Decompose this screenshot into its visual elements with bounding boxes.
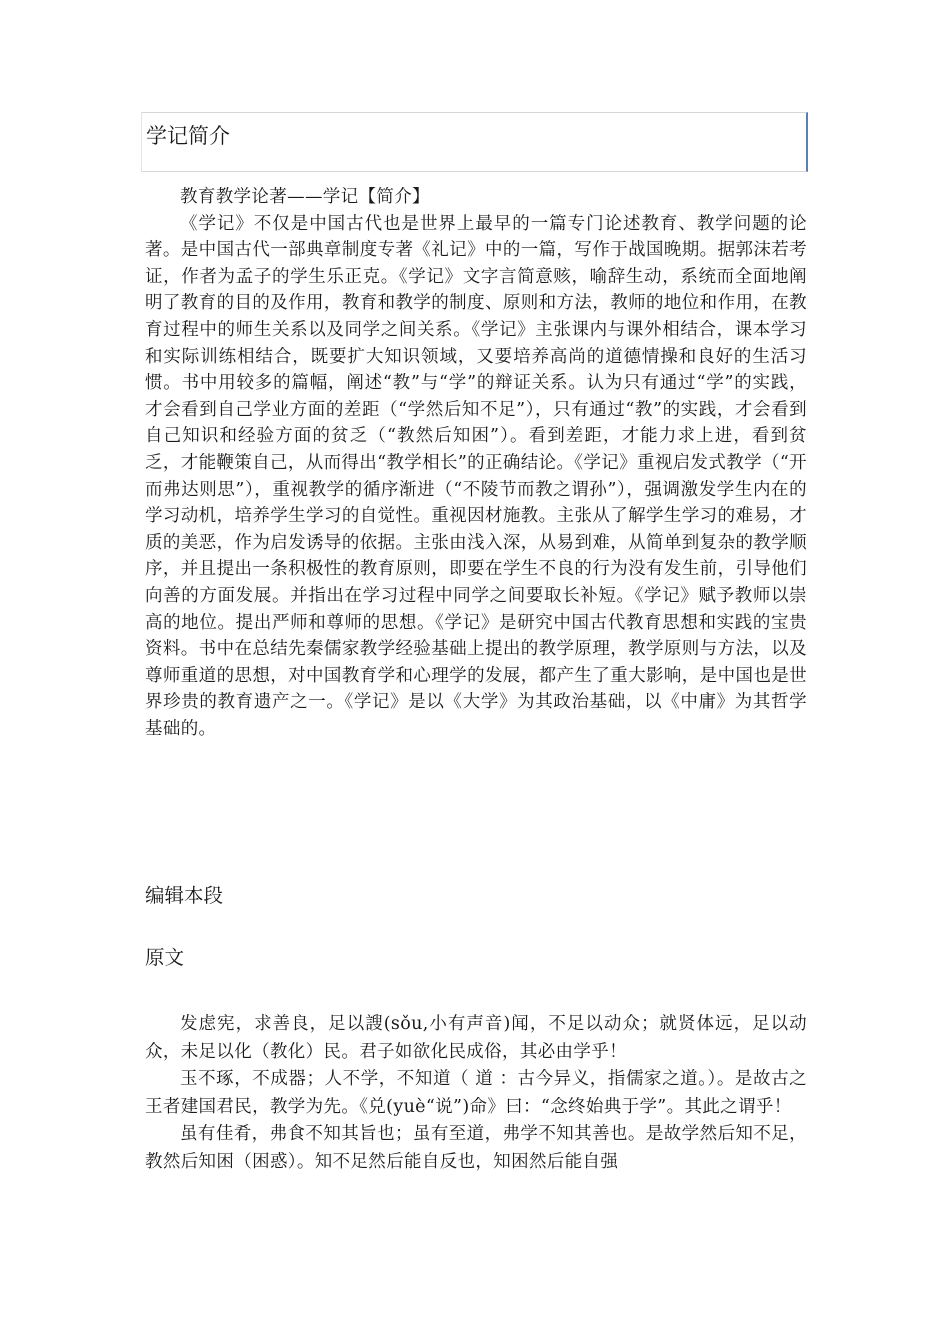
original-text-heading: 原文 xyxy=(145,946,185,969)
intro-section xyxy=(145,184,807,742)
intro-subtitle: 教育教学论著——学记【简介】 xyxy=(180,187,430,207)
title-box xyxy=(141,112,808,172)
original-paragraph: 发虑宪，求善良，足以謏(sǒu,小有声音)闻，不足以动众；就贤体远，足以动众，未足以化（教化）民。君子如欲化民成俗，其必由学乎！ xyxy=(145,1014,807,1062)
intro-paragraph: 《学记》不仅是中国古代也是世界上最早的一篇专门论述教育、教学问题的论著。是中国古代一部典章制度专著《礼记》中的一篇，写作于战国晚期。据郭沫若考证，作者为孟子的学生乐正克。《学记》文字言简意赅，喻辞生动，系统而全面地阐明了教育的目的及作用，教育和教学的制度、原则和方法，教师的地位和作用，在教育过程中的师生关系以及同学之间关系。《学记》主张课内与课外相结合，课本学习和实际训练相结合，既要扩大知识领域，又要培养高尚的道德情操和良好的生活习惯。书中用较多的篇幅，阐述“教”与“学”的辩证关系。认为只有通过“学”的实践，才会看到自己学业方面的差距（“学然后知不足”），只有通过“教”的实践，才会看到自己知识和经验方面的贫乏（“教然后知困”）。看到差距，才能力求上进，看到贫乏，才能鞭策自己，从而得出“教学相长”的正确结论。《学记》重视启发式教学（“开而弗达则思”），重视教学的循序渐进（“不陵节而教之谓孙”），强调激发学生内在的学习动机，培养学生学习的自觉性。重视因材施教。主张从了解学生学习的难易，才质的美恶，作为启发诱导的依据。主张由浅入深，从易到难，从简单到复杂的教学顺序，并且提出一条积极性的教育原则，即要在学生不良的行为没有发生前，引导他们向善的方面发展。并指出在学习过程中同学之间要取长补短。《学记》赋予教师以崇高的地位。提出严师和尊师的思想。《学记》是研究中国古代教育思想和实践的宝贵资料。书中在总结先秦儒家教学经验基础上提出的教学原理，教学原则与方法，以及尊师重道的思想，对中国教育学和心理学的发展，都产生了重大影响，是中国也是世界珍贵的教育遗产之一。《学记》是以《大学》为其政治基础，以《中庸》为其哲学基础的。 xyxy=(145,213,807,739)
original-text-section xyxy=(145,1011,807,1176)
original-paragraph: 虽有佳肴，弗食不知其旨也；虽有至道，弗学不知其善也。是故学然后知不足，教然后知困（困惑）。知不足然后能自反也，知困然后能自强 xyxy=(145,1124,807,1172)
edit-section-link[interactable]: 编辑本段 xyxy=(145,884,224,907)
original-paragraph: 玉不琢，不成器；人不学，不知道（ 道 ：古今异义，指儒家之道。）。是故古之王者建国君民，教学为先。《兑(yuè“说”)命》曰：“念终始典于学”。其此之谓乎！ xyxy=(145,1069,807,1117)
page-title: 学记简介 xyxy=(146,124,230,148)
